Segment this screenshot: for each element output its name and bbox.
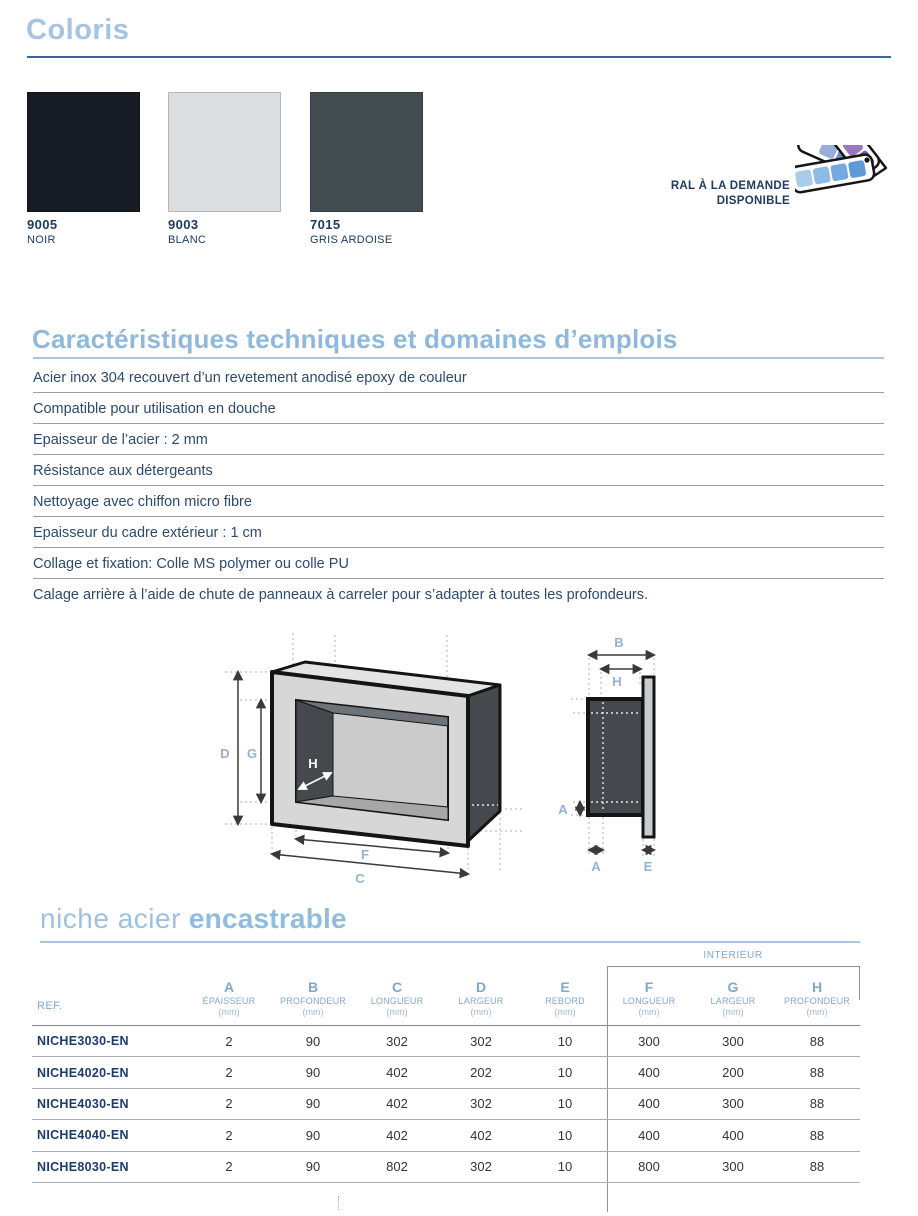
table-cell-value: 300 [722, 1096, 744, 1112]
table-cell-value: 90 [305, 1096, 321, 1112]
coloris-underline [27, 56, 891, 58]
spec-list-item: Calage arrière à l’aide de chute de panneaux à carreler pour s’adapter à toutes les profondeurs. [33, 587, 649, 603]
table-cell-value: 10 [557, 1033, 573, 1049]
interior-group-label: INTERIEUR [703, 950, 763, 961]
table-cell-value: 90 [305, 1033, 321, 1049]
table-cell-value: 802 [386, 1159, 408, 1175]
spec-list-item: Compatible pour utilisation en douche [33, 393, 884, 424]
table-column-header [187, 980, 271, 1025]
dim-label-c: C [355, 871, 365, 886]
column-letter: B [307, 979, 319, 995]
table-cell-value: 88 [809, 1159, 825, 1175]
column-unit: (mm) [806, 1007, 828, 1017]
table-cell-ref: NICHE4030-EN [37, 1096, 129, 1111]
dim-label-g: G [246, 746, 258, 761]
color-swatch [27, 92, 140, 212]
column-unit: (mm) [470, 1007, 492, 1017]
column-label: PROFONDEUR [783, 996, 850, 1006]
column-unit: (mm) [554, 1007, 576, 1017]
dim-label-h-side: H [612, 674, 622, 689]
spec-list-item: Acier inox 304 recouvert d’un revetement anodisé epoxy de couleur [33, 362, 884, 393]
column-label: REBORD [545, 996, 585, 1006]
column-letter: D [475, 979, 487, 995]
table-row [32, 1089, 860, 1120]
niche-left-wall [296, 700, 333, 802]
table-cell-value: 202 [470, 1065, 492, 1081]
table-column-header [775, 980, 859, 1025]
table-cell-value: 2 [225, 1127, 233, 1143]
table-cell-ref: NICHE8030-EN [37, 1159, 129, 1174]
dim-label-a-side: A [558, 802, 568, 817]
table-cell-value: 88 [809, 1065, 825, 1081]
product-title-light: niche acier [40, 903, 181, 934]
column-label: PROFONDEUR [279, 996, 346, 1006]
dim-label-b: B [614, 635, 624, 650]
swatch-code: 7015 [310, 217, 341, 232]
column-letter: F [644, 979, 654, 995]
table-cell-value: 800 [638, 1159, 660, 1175]
table-cell-value: 300 [638, 1033, 660, 1049]
table-cell-value: 90 [305, 1065, 321, 1081]
product-underline [40, 941, 860, 943]
column-unit: (mm) [218, 1007, 240, 1017]
table-column-header [607, 980, 691, 1025]
table-cell-value: 200 [722, 1065, 744, 1081]
dim-label-a-bottom: A [591, 859, 601, 874]
table-cell-value: 88 [809, 1096, 825, 1112]
table-row [32, 1057, 860, 1088]
table-cell-value: 302 [470, 1096, 492, 1112]
table-cell-ref: NICHE4040-EN [37, 1128, 129, 1143]
swatch-7015 [310, 92, 450, 246]
column-unit: (mm) [386, 1007, 408, 1017]
swatch-9005 [27, 92, 167, 246]
niche-side-diagram [553, 628, 688, 893]
color-swatch [310, 92, 423, 212]
table-cell-ref: NICHE3030-EN [37, 1034, 129, 1049]
table-cell-value: 2 [225, 1033, 233, 1049]
column-label: ÉPAISSEUR [202, 996, 256, 1006]
page-fold-mark [338, 1196, 339, 1210]
swatch-name: BLANC [168, 234, 207, 246]
table-cell-value: 90 [305, 1159, 321, 1175]
table-column-header [691, 980, 775, 1025]
table-cell-value: 402 [470, 1127, 492, 1143]
column-letter: E [560, 979, 570, 995]
niche-3d-diagram [195, 615, 525, 905]
spec-list-item: Epaisseur du cadre extérieur : 1 cm [33, 517, 884, 548]
table-cell-value: 90 [305, 1127, 321, 1143]
table-cell-value: 300 [722, 1159, 744, 1175]
coloris-title: Coloris [26, 14, 130, 46]
table-row [32, 1120, 860, 1151]
column-label: LARGEUR [458, 996, 504, 1006]
ral-note-line2: DISPONIBLE [716, 195, 790, 207]
dim-label-e: E [643, 859, 653, 874]
niche-right-face [468, 685, 500, 841]
column-letter: H [811, 979, 823, 995]
niche-flange-section [643, 677, 654, 837]
table-cell-value: 10 [557, 1159, 573, 1175]
column-label: LONGUEUR [370, 996, 424, 1006]
column-unit: (mm) [722, 1007, 744, 1017]
table-cell-value: 10 [557, 1065, 573, 1081]
specs-title: Caractéristiques techniques et domaines d’emplois [32, 324, 678, 354]
spec-list-item: Nettoyage avec chiffon micro fibre [33, 486, 884, 517]
column-unit: (mm) [638, 1007, 660, 1017]
table-cell-value: 2 [225, 1065, 233, 1081]
table-cell-value: 2 [225, 1096, 233, 1112]
spec-list-item: Résistance aux détergeants [33, 455, 884, 486]
specs-list [33, 362, 884, 609]
table-cell-ref: NICHE4020-EN [37, 1065, 129, 1080]
swatch-name: NOIR [27, 234, 56, 246]
table-cell-value: 88 [809, 1127, 825, 1143]
swatch-code: 9003 [168, 217, 199, 232]
table-cell-value: 10 [557, 1096, 573, 1112]
dimensions-table [32, 948, 860, 1214]
table-body [32, 1026, 860, 1183]
table-cell-value: 302 [470, 1159, 492, 1175]
table-column-header [523, 980, 607, 1025]
table-cell-value: 400 [638, 1127, 660, 1143]
spec-list-item: Epaisseur de l’acier : 2 mm [33, 424, 884, 455]
table-cell-value: 88 [809, 1033, 825, 1049]
column-letter: C [391, 979, 403, 995]
table-cell-value: 302 [470, 1033, 492, 1049]
product-title [40, 903, 347, 935]
dim-label-f: F [361, 847, 369, 862]
swatch-code: 9005 [27, 217, 58, 232]
table-cell-value: 400 [638, 1096, 660, 1112]
table-cell-value: 400 [638, 1065, 660, 1081]
color-fan-icon [795, 145, 889, 251]
specs-underline [33, 357, 884, 359]
niche-body-section [588, 699, 643, 815]
table-cell-value: 300 [722, 1033, 744, 1049]
product-title-bold: encastrable [188, 903, 347, 934]
dim-label-h: H [308, 756, 318, 771]
spec-list-item: Collage et fixation: Colle MS polymer ou colle PU [33, 548, 884, 579]
table-cell-value: 400 [722, 1127, 744, 1143]
table-cell-value: 402 [386, 1065, 408, 1081]
column-letter: G [727, 979, 739, 995]
column-letter: A [223, 979, 235, 995]
table-header-row [32, 948, 860, 1026]
ral-note-line1: RAL À LA DEMANDE [670, 180, 790, 192]
column-label: LONGUEUR [622, 996, 676, 1006]
dim-label-d: D [220, 746, 230, 761]
table-column-header [271, 980, 355, 1025]
table-column-header [439, 980, 523, 1025]
swatch-9003 [168, 92, 308, 246]
table-cell-value: 402 [386, 1127, 408, 1143]
column-label: LARGEUR [710, 996, 756, 1006]
ral-availability-note [628, 179, 790, 209]
table-cell-value: 402 [386, 1096, 408, 1112]
ref-column-header: REF. [37, 1000, 63, 1012]
table-row [32, 1152, 860, 1183]
table-column-header [355, 980, 439, 1025]
column-unit: (mm) [302, 1007, 324, 1017]
color-swatch [168, 92, 281, 212]
table-cell-value: 10 [557, 1127, 573, 1143]
swatch-name: GRIS ARDOISE [310, 234, 393, 246]
table-row [32, 1026, 860, 1057]
table-cell-value: 2 [225, 1159, 233, 1175]
table-cell-value: 302 [386, 1033, 408, 1049]
